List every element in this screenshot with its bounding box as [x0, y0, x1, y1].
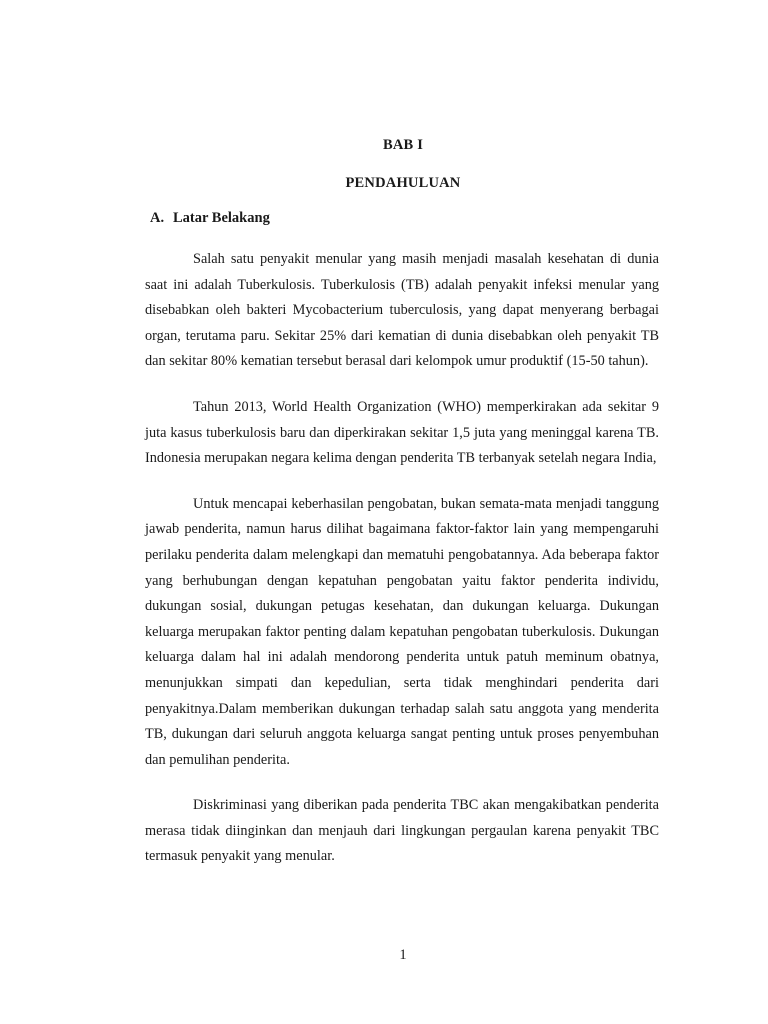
- chapter-number: BAB I: [382, 137, 424, 153]
- paragraph-4: Diskriminasi yang diberikan pada penderita TBC akan mengakibatkan penderita merasa tidak diinginkan dan menjauh dari lingkungan pergaulan karena penyakit TBC termasuk penyakit yang menular.: [145, 797, 659, 865]
- page-number: 1: [399, 947, 407, 963]
- paragraph-2: Tahun 2013, World Health Organization (WHO) memperkirakan ada sekitar 9 juta kasus tuberkulosis baru dan diperkirakan sekitar 1,5 juta yang meninggal karena TB. Indonesia merupakan negara kelima dengan penderita TB terbanyak setelah negara India,: [145, 398, 659, 467]
- section-marker: A.: [150, 210, 165, 226]
- chapter-title: PENDAHULUAN: [345, 175, 461, 191]
- section-title: Latar Belakang: [173, 210, 270, 226]
- section-heading: [150, 210, 270, 227]
- paragraph-3: Untuk mencapai keberhasilan pengobatan, bukan semata-mata menjadi tanggung jawab penderita, namun harus dilihat bagaimana faktor-faktor lain yang mempengaruhi perilaku penderita dalam melengkapi dan mematuhi pengobatannya. Ada beberapa faktor yang berhubungan dengan kepatuhan pengobatan yaitu faktor penderita individu, dukungan sosial, dukungan petugas kesehatan, dan dukungan keluarga. Dukungan keluarga merupakan faktor penting dalam kepatuhan pengobatan tuberkulosis. Dukungan keluarga dalam hal ini adalah mendorong penderita untuk patuh meminum obatnya, menunjukkan simpati dan kepedulian, serta tidak menghindari penderita dari penyakitnya.Dalam memberikan dukungan terhadap salah satu anggota yang menderita TB, dukungan dari seluruh anggota keluarga sangat penting untuk proses penyembuhan dan pemulihan penderita.: [145, 495, 659, 768]
- paragraph-1: Salah satu penyakit menular yang masih menjadi masalah kesehatan di dunia saat ini adalah Tuberkulosis. Tuberkulosis (TB) adalah penyakit infeksi menular yang disebabkan oleh bakteri Mycobacterium tuberculosis, yang dapat menyerang berbagai organ, terutama paru. Sekitar 25% dari kematian di dunia disebabkan oleh penyakit TB dan sekitar 80% kematian tersebut berasal dari kelompok umur produktif (15-50 tahun).: [145, 251, 659, 370]
- body-text: [145, 247, 659, 890]
